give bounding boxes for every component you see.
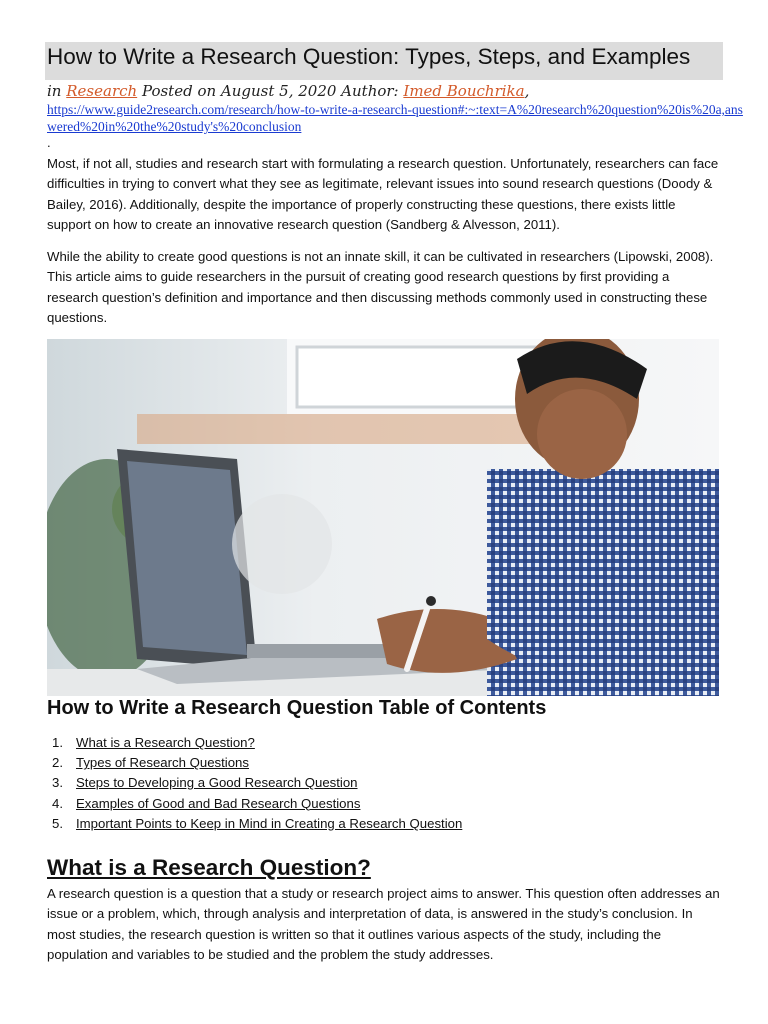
- hero-photo-illustration: [47, 339, 719, 696]
- toc-number: 5.: [52, 815, 63, 831]
- toc-link-types[interactable]: Types of Research Questions: [76, 755, 249, 771]
- url-trailing-period: .: [47, 135, 51, 150]
- toc-heading: How to Write a Research Question Table of Contents: [47, 697, 547, 719]
- meta-posted-on: Posted on August 5, 2020 Author:: [141, 82, 399, 100]
- section-heading-what-is: What is a Research Question?: [47, 855, 371, 880]
- section-paragraph-what-is: A research question is a question that a study or research project aims to answer. This question often addresses an issue or a problem, which, through analysis and interpretation of data, is answered in the study’s conclusion. In most studies, the research question is written so that it outlines various aspects of the study, including the population and variables to be studied and the problem the study addresses.: [47, 886, 720, 962]
- page-title: How to Write a Research Question: Types, Steps, and Examples: [47, 44, 691, 69]
- intro-paragraph-1: Most, if not all, studies and research start with formulating a research question. Unfortunately, researchers can face difficulties in trying to convert what they see as legitimate, relevant issues into sound research questions (Doody & Bailey, 2016). Additionally, despite the importance of properly constructing these questions, there exists little support on how to create an innovative research question (Sandberg & Alvesson, 2011).: [47, 156, 719, 232]
- toc-item: [47, 814, 462, 834]
- meta-author-suffix: ,: [524, 82, 530, 100]
- source-url-link[interactable]: https://www.guide2research.com/research/how-to-write-a-research-question#:~:text=A%20research%20question%20is%20a,answered%20in%20the%20study's%20conclusion: [47, 102, 743, 134]
- toc-number: 1.: [52, 735, 63, 750]
- toc-link-important-points[interactable]: Important Points to Keep in Mind in Creating a Research Question: [76, 815, 463, 831]
- toc-link-steps[interactable]: Steps to Developing a Good Research Question: [76, 775, 358, 791]
- toc-number: 2.: [52, 755, 63, 771]
- toc-link-examples[interactable]: Examples of Good and Bad Research Questions: [76, 795, 361, 811]
- toc-item: [47, 773, 462, 793]
- author-link[interactable]: Imed Bouchrika: [403, 82, 525, 100]
- toc-link-what-is[interactable]: What is a Research Question?: [76, 735, 255, 750]
- table-of-contents: [47, 733, 462, 834]
- toc-item: [47, 794, 462, 814]
- category-link[interactable]: Research: [66, 82, 138, 100]
- toc-number: 3.: [52, 775, 63, 791]
- post-meta: [47, 82, 529, 101]
- meta-in-prefix: in: [47, 82, 62, 100]
- toc-number: 4.: [52, 795, 63, 811]
- hero-photo: [47, 339, 719, 696]
- toc-item: [47, 733, 462, 753]
- toc-item: [47, 753, 462, 773]
- intro-paragraph-2: While the ability to create good questions is not an innate skill, it can be cultivated in researchers (Lipowski, 2008). This article aims to guide researchers in the pursuit of creating good research questions by first providing a research question’s definition and importance and then discussing methods commonly used in constructing these questions.: [47, 249, 714, 325]
